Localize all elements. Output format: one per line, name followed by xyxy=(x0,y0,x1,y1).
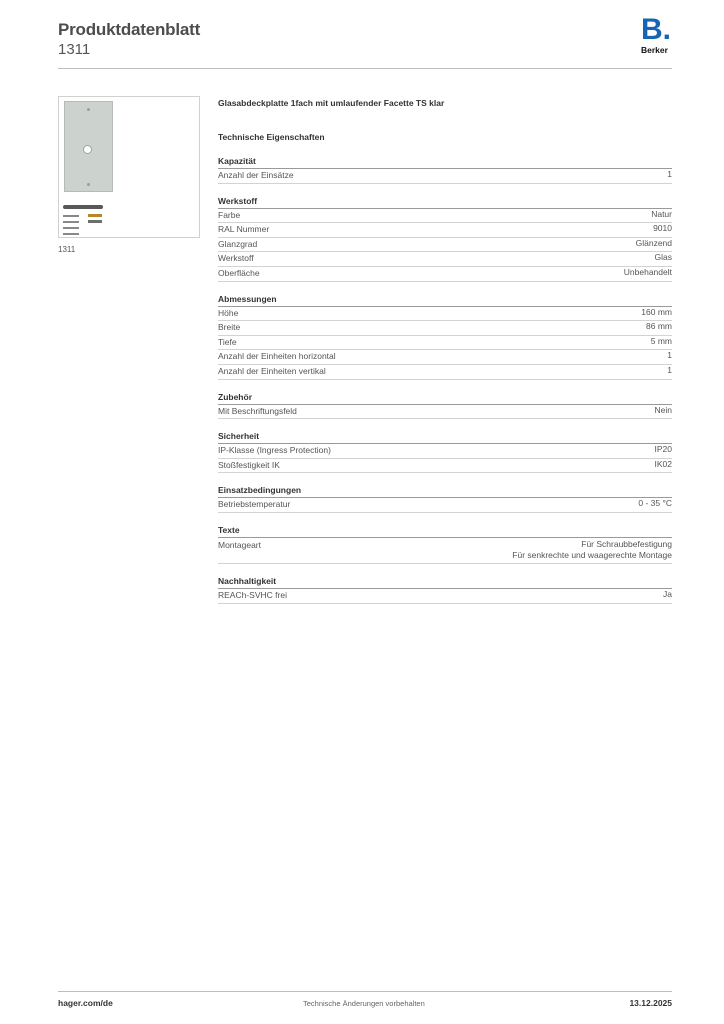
property-value-line: 1 xyxy=(667,364,672,375)
property-value-line: Für Schraubbefestigung xyxy=(581,538,672,549)
property-value-line: 5 mm xyxy=(650,335,672,346)
berker-logo xyxy=(641,13,675,56)
property-row xyxy=(218,459,672,474)
property-label: RAL Nummer xyxy=(218,224,270,235)
property-row xyxy=(218,498,672,513)
property-label: Mit Beschriftungsfeld xyxy=(218,405,297,416)
document-header xyxy=(58,20,200,59)
property-label: Glanzgrad xyxy=(218,238,258,249)
property-value-line: Glänzend xyxy=(635,237,672,248)
property-value xyxy=(655,459,673,470)
property-row xyxy=(218,444,672,459)
property-value xyxy=(636,238,672,249)
product-data xyxy=(218,96,672,604)
section-title: Einsatzbedingungen xyxy=(218,484,672,498)
property-label: Farbe xyxy=(218,209,241,220)
property-label: Betriebstemperatur xyxy=(218,499,291,510)
legend-line xyxy=(63,221,79,223)
property-value xyxy=(641,307,672,318)
property-value xyxy=(663,589,672,600)
property-row xyxy=(218,223,672,238)
property-value-line: Glas xyxy=(654,252,672,263)
property-row xyxy=(218,307,672,322)
property-value-line: Ja xyxy=(663,588,672,599)
property-label: Anzahl der Einheiten vertikal xyxy=(218,365,326,376)
center-opening xyxy=(83,145,92,154)
cover-plate-drawing xyxy=(64,101,113,192)
property-row xyxy=(218,350,672,365)
property-section xyxy=(218,293,672,380)
property-section xyxy=(218,155,672,184)
property-section xyxy=(218,484,672,513)
footer-date: 13.12.2025 xyxy=(629,998,672,1008)
property-label: IP-Klasse (Ingress Protection) xyxy=(218,445,331,456)
side-view-drawing xyxy=(63,205,103,209)
property-value-line: 86 mm xyxy=(646,321,672,332)
property-value-line: IK02 xyxy=(654,458,672,469)
property-value xyxy=(655,444,673,455)
property-value xyxy=(655,252,672,263)
section-title: Abmessungen xyxy=(218,293,672,307)
screw-hole-bottom xyxy=(87,183,90,186)
property-value xyxy=(512,539,672,561)
property-row xyxy=(218,321,672,336)
property-label: Oberfläche xyxy=(218,267,260,278)
property-row xyxy=(218,209,672,224)
section-title: Nachhaltigkeit xyxy=(218,575,672,589)
property-label: Höhe xyxy=(218,307,239,318)
property-section xyxy=(218,575,672,604)
property-section xyxy=(218,391,672,420)
property-label: Anzahl der Einheiten horizontal xyxy=(218,351,336,362)
property-value xyxy=(667,365,672,376)
property-sections xyxy=(218,155,672,604)
section-title: Sicherheit xyxy=(218,430,672,444)
property-label: Anzahl der Einsätze xyxy=(218,170,294,180)
property-label: Tiefe xyxy=(218,336,237,347)
legend-line xyxy=(63,215,79,217)
property-value-line: 9010 xyxy=(653,223,672,234)
product-image xyxy=(58,96,200,238)
property-row xyxy=(218,538,672,564)
property-value-line: Nein xyxy=(654,404,672,415)
property-value xyxy=(651,336,672,347)
footer-website: hager.com/de xyxy=(58,998,113,1008)
property-label: Stoßfestigkeit IK xyxy=(218,459,280,470)
product-name: Glasabdeckplatte 1fach mit umlaufender Facette TS klar xyxy=(218,98,445,108)
property-row xyxy=(218,336,672,351)
technical-properties-heading: Technische Eigenschaften xyxy=(218,132,325,142)
property-row xyxy=(218,252,672,267)
legend-line xyxy=(63,233,79,235)
property-value-line: Natur xyxy=(651,208,672,219)
footer-divider xyxy=(58,991,672,992)
property-value xyxy=(624,267,672,278)
property-value-line: IP20 xyxy=(654,444,672,455)
property-section xyxy=(218,524,672,564)
property-value xyxy=(638,498,672,509)
property-value-line: 160 mm xyxy=(641,306,672,317)
property-label: Breite xyxy=(218,322,241,333)
legend-line xyxy=(63,227,79,229)
section-title: Kapazität xyxy=(218,155,672,169)
product-number: 1311 xyxy=(58,41,91,58)
footer-notice: Technische Änderungen vorbehalten xyxy=(303,999,425,1008)
logo-letter: B. xyxy=(641,13,671,46)
color-swatch-gold xyxy=(88,214,102,217)
document-title: Produktdatenblatt xyxy=(58,20,201,39)
property-label: Werkstoff xyxy=(218,253,254,264)
property-value xyxy=(667,169,672,180)
property-value xyxy=(667,350,672,361)
header-divider xyxy=(58,68,672,69)
section-title: Zubehör xyxy=(218,391,672,405)
property-section xyxy=(218,195,672,282)
property-value-line: Für senkrechte und waagerechte Montage xyxy=(512,549,672,560)
logo-brand-name: Berker xyxy=(641,45,668,55)
property-label: Montageart xyxy=(218,539,261,550)
color-swatch-gray xyxy=(88,220,102,223)
property-row xyxy=(218,169,672,184)
section-title: Werkstoff xyxy=(218,195,672,209)
property-value xyxy=(651,209,672,220)
property-value-line: 0 - 35 °C xyxy=(638,498,672,509)
property-row xyxy=(218,365,672,380)
property-value xyxy=(646,321,672,332)
property-row xyxy=(218,238,672,253)
screw-hole-top xyxy=(87,108,90,111)
property-value-line: 1 xyxy=(667,169,672,179)
property-label: REACh-SVHC frei xyxy=(218,589,287,600)
section-title: Texte xyxy=(218,524,672,538)
property-row xyxy=(218,267,672,282)
property-row xyxy=(218,405,672,420)
property-row xyxy=(218,589,672,604)
property-value-line: Unbehandelt xyxy=(623,266,672,277)
property-value xyxy=(655,405,672,416)
property-value-line: 1 xyxy=(667,350,672,361)
property-value xyxy=(653,223,672,234)
property-section xyxy=(218,430,672,473)
image-caption: 1311 xyxy=(58,245,76,254)
